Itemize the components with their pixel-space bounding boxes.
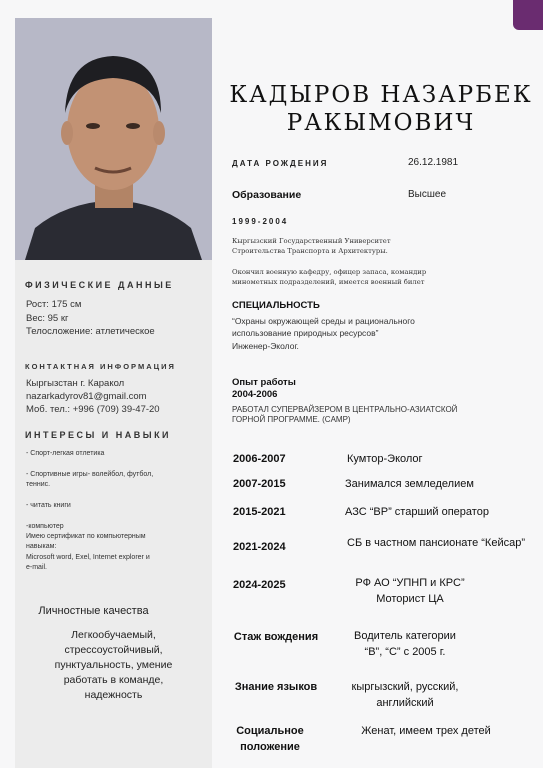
city-text: Кыргызстан г. Каракол xyxy=(26,378,125,389)
weight-text: Вес: 95 кг xyxy=(26,313,69,324)
interest-item: - читать книги xyxy=(26,502,71,509)
military-note: минометных подразделений, имеется военный билет xyxy=(232,278,425,286)
job-title: АЗС “ВР” старший оператор xyxy=(345,506,489,518)
qualities-line: пунктуальность, умение xyxy=(54,659,173,671)
specialty-line: “Охраны окружающей среды и рационального xyxy=(232,316,415,326)
physical-heading: ФИЗИЧЕСКИЕ ДАННЫЕ xyxy=(25,280,174,290)
portrait-image xyxy=(15,18,212,260)
birth-label: ДАТА РОЖДЕНИЯ xyxy=(232,159,329,168)
height-text: Рост: 175 см xyxy=(26,299,82,310)
experience-desc: РАБОТАЛ СУПЕРВАЙЗЕРОМ В ЦЕНТРАЛЬНО-АЗИАТСКОЙ xyxy=(232,405,458,414)
job-years: 2015-2021 xyxy=(233,506,286,518)
contact-heading: КОНТАКТНАЯ ИНФОРМАЦИЯ xyxy=(25,362,176,371)
experience-years: 2004-2006 xyxy=(232,389,278,400)
interest-item: навыкам: xyxy=(26,543,57,550)
qualities-title: Личностные качества xyxy=(38,605,149,617)
job-title: Занимался земледелием xyxy=(345,478,474,490)
social-value: Женат, имеем трех детей xyxy=(361,725,491,737)
name-line-1: КАДЫРОВ НАЗАРБЕК xyxy=(229,82,533,108)
job-years: 2021-2024 xyxy=(233,541,286,553)
interest-item: Имею сертификат по компьютерным xyxy=(26,533,146,540)
birth-value: 26.12.1981 xyxy=(408,157,459,168)
job-title-line-2: Моторист ЦА xyxy=(376,593,444,605)
driving-label: Стаж вождения xyxy=(233,631,319,643)
interest-item: - Спорт-легкая отлетика xyxy=(26,450,105,457)
specialty-line: Инженер-Эколог. xyxy=(232,341,299,351)
experience-label: Опыт работы xyxy=(232,377,296,388)
military-note: Окончил военную кафедру, офицер запаса, командир xyxy=(232,268,427,276)
interests-heading: ИНТЕРЕСЫ И НАВЫКИ xyxy=(25,430,172,440)
interest-item: -компьютер xyxy=(26,523,64,530)
job-title: Кумтор-Эколог xyxy=(347,453,423,465)
languages-label: Знание языков xyxy=(234,681,318,693)
languages-value: английский xyxy=(376,697,434,709)
experience-desc: ГОРНОЙ ПРОГРАММЕ. (CAMP) xyxy=(232,415,351,424)
qualities-line: Легкообучаемый, xyxy=(71,629,156,641)
accent-corner xyxy=(513,0,543,30)
interest-item: теннис. xyxy=(26,481,51,488)
job-title: СБ в частном пансионате “Кейсар” xyxy=(347,537,525,549)
job-years: 2006-2007 xyxy=(233,453,286,465)
specialty-line: использование природных ресурсов” xyxy=(232,328,379,338)
university-line: Строительства Транспорта и Архитектуры. xyxy=(232,247,388,255)
qualities-line: надежность xyxy=(84,689,143,701)
education-label: Образование xyxy=(232,189,302,201)
driving-value: “B”, “C” с 2005 г. xyxy=(364,646,446,658)
interest-item: - Спортивные игры- волейбол, футбол, xyxy=(26,471,154,478)
build-text: Телосложение: атлетическое xyxy=(26,326,155,337)
phone-text: Моб. тел.: +996 (709) 39-47-20 xyxy=(26,404,160,415)
driving-value: Водитель категории xyxy=(354,630,456,642)
education-value: Высшее xyxy=(408,189,447,200)
email-text: nazarkadyrov81@gmail.com xyxy=(26,391,147,402)
profile-photo xyxy=(15,18,212,260)
interest-item: Microsoft word, Exel, Internet explorer и xyxy=(26,554,150,561)
qualities-line: стрессоустойчивый, xyxy=(64,644,163,656)
social-label: Социальное xyxy=(236,725,304,737)
social-label: положение xyxy=(240,741,300,753)
name-line-2: РАКЫМОВИЧ xyxy=(286,110,476,136)
languages-value: кыргызский, русский, xyxy=(351,681,459,693)
job-title: РФ АО “УПНП и КРС” xyxy=(355,577,465,589)
job-years: 2024-2025 xyxy=(233,579,286,591)
education-years: 1999-2004 xyxy=(232,217,289,226)
qualities-line: работать в команде, xyxy=(63,674,164,686)
specialty-label: СПЕЦИАЛЬНОСТЬ xyxy=(232,300,320,311)
sidebar xyxy=(15,18,212,768)
university-line: Кыргызский Государственный Университет xyxy=(232,237,391,245)
interest-item: e-mail. xyxy=(26,564,48,571)
job-years: 2007-2015 xyxy=(233,478,286,490)
